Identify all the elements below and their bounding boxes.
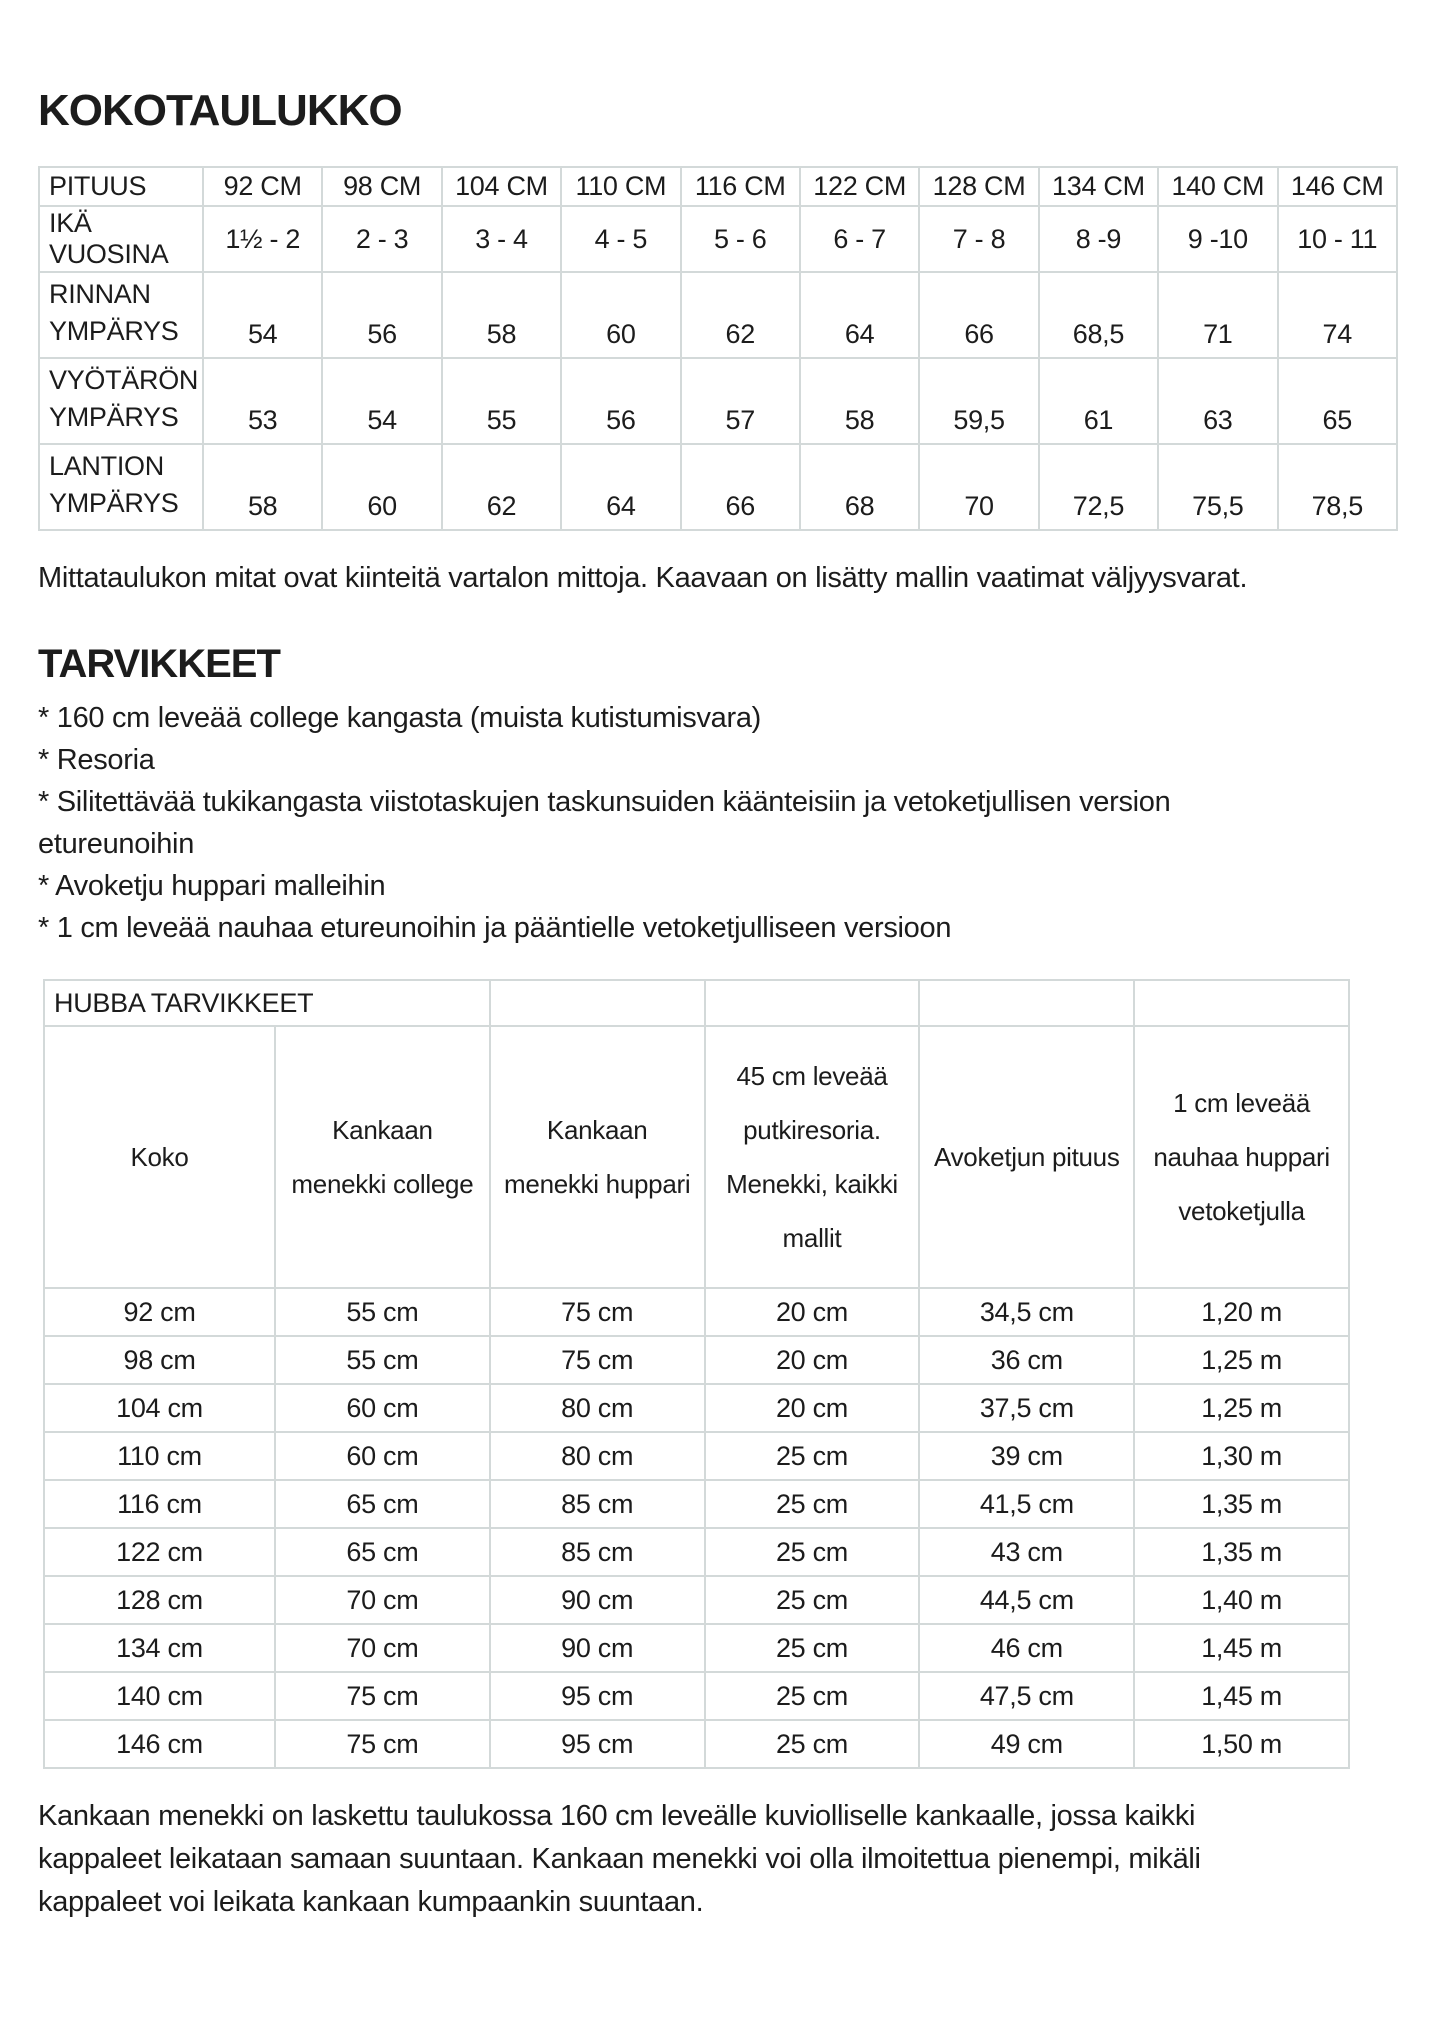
supplies-value-cell: 70 cm <box>275 1624 490 1672</box>
size-value-cell: 54 <box>203 272 322 358</box>
supplies-value-cell: 55 cm <box>275 1336 490 1384</box>
size-value-cell: 65 <box>1278 358 1397 444</box>
supplies-value-cell: 146 cm <box>44 1720 275 1768</box>
supplies-value-cell: 20 cm <box>705 1288 920 1336</box>
size-row-label-line: YMPÄRYS <box>49 316 179 346</box>
supplies-value-cell: 110 cm <box>44 1432 275 1480</box>
size-row-label-line: RINNAN <box>49 279 151 309</box>
supplies-value-cell: 1,20 m <box>1134 1288 1349 1336</box>
supplies-value-cell: 70 cm <box>275 1576 490 1624</box>
size-value-cell: 116 CM <box>681 167 800 206</box>
size-value-cell: 98 CM <box>322 167 441 206</box>
supplies-value-cell: 25 cm <box>705 1624 920 1672</box>
supplies-value-cell: 80 cm <box>490 1432 705 1480</box>
size-value-cell: 74 <box>1278 272 1397 358</box>
size-row-label <box>39 206 203 272</box>
supplies-value-cell: 25 cm <box>705 1480 920 1528</box>
supplies-table-title-cell: HUBBA TARVIKKEET <box>44 980 490 1026</box>
size-row-label-line: YMPÄRYS <box>49 488 179 518</box>
supplies-value-cell: 1,25 m <box>1134 1384 1349 1432</box>
size-value-cell: 63 <box>1158 358 1277 444</box>
size-value-cell: 1½ - 2 <box>203 206 322 272</box>
supplies-list-item: * 1 cm leveää nauhaa etureunoihin ja pääntielle vetoketjulliseen versioon <box>38 912 952 944</box>
supplies-value-cell: 1,35 m <box>1134 1528 1349 1576</box>
size-table-row <box>39 358 1397 444</box>
supplies-value-cell: 25 cm <box>705 1528 920 1576</box>
supplies-table-empty-cell <box>490 980 705 1026</box>
size-value-cell: 71 <box>1158 272 1277 358</box>
size-value-cell: 128 CM <box>919 167 1038 206</box>
supplies-value-cell: 80 cm <box>490 1384 705 1432</box>
size-value-cell: 78,5 <box>1278 444 1397 530</box>
supplies-value-cell: 122 cm <box>44 1528 275 1576</box>
supplies-value-cell: 39 cm <box>919 1432 1134 1480</box>
size-value-cell: 64 <box>800 272 919 358</box>
supplies-list-item: * 160 cm leveää college kangasta (muista kutistumisvara) <box>38 702 762 734</box>
size-value-cell: 146 CM <box>1278 167 1397 206</box>
size-value-cell: 66 <box>681 444 800 530</box>
supplies-table-row <box>44 1384 1349 1432</box>
supplies-value-cell: 25 cm <box>705 1432 920 1480</box>
size-value-cell: 3 - 4 <box>442 206 561 272</box>
supplies-value-cell: 128 cm <box>44 1576 275 1624</box>
supplies-value-cell: 95 cm <box>490 1672 705 1720</box>
size-value-cell: 68 <box>800 444 919 530</box>
size-value-cell: 122 CM <box>800 167 919 206</box>
supplies-value-cell: 44,5 cm <box>919 1576 1134 1624</box>
size-value-cell: 4 - 5 <box>561 206 680 272</box>
size-value-cell: 64 <box>561 444 680 530</box>
supplies-value-cell: 1,50 m <box>1134 1720 1349 1768</box>
size-value-cell: 9 -10 <box>1158 206 1277 272</box>
supplies-value-cell: 34,5 cm <box>919 1288 1134 1336</box>
size-table-title: KOKOTAULUKKO <box>38 86 402 135</box>
size-value-cell: 59,5 <box>919 358 1038 444</box>
supplies-value-cell: 75 cm <box>490 1336 705 1384</box>
supplies-table-title-row <box>44 980 1349 1026</box>
supplies-value-cell: 60 cm <box>275 1384 490 1432</box>
size-table <box>38 166 1398 531</box>
supplies-value-cell: 1,30 m <box>1134 1432 1349 1480</box>
size-value-cell: 8 -9 <box>1039 206 1158 272</box>
size-table-body <box>39 167 1397 530</box>
supplies-list <box>38 697 1328 949</box>
size-value-cell: 56 <box>322 272 441 358</box>
size-value-cell: 110 CM <box>561 167 680 206</box>
supplies-value-cell: 85 cm <box>490 1528 705 1576</box>
supplies-value-cell: 90 cm <box>490 1624 705 1672</box>
supplies-value-cell: 55 cm <box>275 1288 490 1336</box>
supplies-table-row <box>44 1576 1349 1624</box>
size-value-cell: 56 <box>561 358 680 444</box>
supplies-table-row <box>44 1288 1349 1336</box>
supplies-table <box>43 979 1350 1769</box>
size-value-cell: 134 CM <box>1039 167 1158 206</box>
size-row-label-line: PITUUS <box>49 171 147 201</box>
size-value-cell: 66 <box>919 272 1038 358</box>
size-value-cell: 58 <box>442 272 561 358</box>
size-row-label <box>39 358 203 444</box>
supplies-table-row <box>44 1528 1349 1576</box>
size-value-cell: 92 CM <box>203 167 322 206</box>
supplies-value-cell: 49 cm <box>919 1720 1134 1768</box>
supplies-value-cell: 90 cm <box>490 1576 705 1624</box>
supplies-header-cell: Kankaan menekki huppari <box>490 1026 705 1288</box>
size-value-cell: 7 - 8 <box>919 206 1038 272</box>
supplies-list-item: * Silitettävää tukikangasta viistotaskujen taskunsuiden käänteisiin ja vetoketjullisen version etureunoihin <box>38 786 1171 860</box>
size-table-row <box>39 444 1397 530</box>
supplies-value-cell: 41,5 cm <box>919 1480 1134 1528</box>
supplies-value-cell: 98 cm <box>44 1336 275 1384</box>
size-value-cell: 104 CM <box>442 167 561 206</box>
supplies-value-cell: 60 cm <box>275 1432 490 1480</box>
supplies-table-row <box>44 1480 1349 1528</box>
supplies-table-row <box>44 1672 1349 1720</box>
supplies-value-cell: 46 cm <box>919 1624 1134 1672</box>
supplies-value-cell: 25 cm <box>705 1576 920 1624</box>
supplies-value-cell: 37,5 cm <box>919 1384 1134 1432</box>
size-value-cell: 140 CM <box>1158 167 1277 206</box>
size-value-cell: 61 <box>1039 358 1158 444</box>
supplies-value-cell: 1,40 m <box>1134 1576 1349 1624</box>
supplies-value-cell: 20 cm <box>705 1336 920 1384</box>
size-value-cell: 58 <box>800 358 919 444</box>
size-value-cell: 60 <box>322 444 441 530</box>
supplies-table-empty-cell <box>1134 980 1349 1026</box>
size-value-cell: 72,5 <box>1039 444 1158 530</box>
supplies-value-cell: 92 cm <box>44 1288 275 1336</box>
supplies-value-cell: 25 cm <box>705 1672 920 1720</box>
supplies-list-item: * Resoria <box>38 744 155 776</box>
supplies-table-row <box>44 1624 1349 1672</box>
supplies-table-row <box>44 1432 1349 1480</box>
size-row-label-line: YMPÄRYS <box>49 402 179 432</box>
supplies-header-cell: Kankaan menekki college <box>275 1026 490 1288</box>
supplies-table-empty-cell <box>705 980 920 1026</box>
supplies-value-cell: 75 cm <box>275 1672 490 1720</box>
size-table-note: Mittataulukon mitat ovat kiinteitä vartalon mittoja. Kaavaan on lisätty mallin vaatimat väljyysvarat. <box>38 562 1248 594</box>
supplies-value-cell: 1,45 m <box>1134 1672 1349 1720</box>
supplies-table-empty-cell <box>919 980 1134 1026</box>
supplies-value-cell: 134 cm <box>44 1624 275 1672</box>
size-table-row <box>39 167 1397 206</box>
supplies-value-cell: 43 cm <box>919 1528 1134 1576</box>
size-value-cell: 2 - 3 <box>322 206 441 272</box>
supplies-value-cell: 75 cm <box>275 1720 490 1768</box>
supplies-heading: TARVIKKEET <box>38 642 280 686</box>
supplies-header-cell: 1 cm leveää nauhaa huppari vetoketjulla <box>1134 1026 1349 1288</box>
supplies-header-cell: Avoketjun pituus <box>919 1026 1134 1288</box>
size-value-cell: 60 <box>561 272 680 358</box>
size-value-cell: 62 <box>681 272 800 358</box>
size-value-cell: 55 <box>442 358 561 444</box>
supplies-header-cell: 45 cm leveää putkiresoria. Menekki, kaikki mallit <box>705 1026 920 1288</box>
supplies-value-cell: 25 cm <box>705 1720 920 1768</box>
fabric-usage-note: Kankaan menekki on laskettu taulukossa 160 cm leveälle kuviolliselle kankaalle, jossa kaikki kappaleet leikataan samaan suuntaan. Kankaan menekki voi olla ilmoitettua pienempi, mikäli kappaleet voi leikata kankaan kumpaankin suuntaan. <box>38 1800 1201 1918</box>
size-row-label <box>39 272 203 358</box>
supplies-value-cell: 116 cm <box>44 1480 275 1528</box>
size-row-label-line: VYÖTÄRÖN <box>49 365 199 395</box>
size-value-cell: 6 - 7 <box>800 206 919 272</box>
size-value-cell: 53 <box>203 358 322 444</box>
supplies-value-cell: 47,5 cm <box>919 1672 1134 1720</box>
size-row-label <box>39 444 203 530</box>
supplies-value-cell: 75 cm <box>490 1288 705 1336</box>
supplies-value-cell: 20 cm <box>705 1384 920 1432</box>
size-value-cell: 75,5 <box>1158 444 1277 530</box>
supplies-value-cell: 85 cm <box>490 1480 705 1528</box>
supplies-value-cell: 65 cm <box>275 1528 490 1576</box>
size-value-cell: 58 <box>203 444 322 530</box>
size-value-cell: 62 <box>442 444 561 530</box>
supplies-header-cell: Koko <box>44 1026 275 1288</box>
size-value-cell: 70 <box>919 444 1038 530</box>
supplies-table-header-row <box>44 1026 1349 1288</box>
supplies-value-cell: 95 cm <box>490 1720 705 1768</box>
size-value-cell: 68,5 <box>1039 272 1158 358</box>
supplies-value-cell: 140 cm <box>44 1672 275 1720</box>
supplies-table-row <box>44 1720 1349 1768</box>
supplies-list-item: * Avoketju huppari malleihin <box>38 870 386 902</box>
size-row-label-line: IKÄ VUOSINA <box>49 208 169 269</box>
supplies-value-cell: 1,25 m <box>1134 1336 1349 1384</box>
supplies-value-cell: 65 cm <box>275 1480 490 1528</box>
supplies-table-row <box>44 1336 1349 1384</box>
size-table-row <box>39 272 1397 358</box>
size-value-cell: 10 - 11 <box>1278 206 1397 272</box>
supplies-table-body <box>44 980 1349 1768</box>
size-value-cell: 54 <box>322 358 441 444</box>
size-row-label-line: LANTION <box>49 451 164 481</box>
supplies-value-cell: 36 cm <box>919 1336 1134 1384</box>
supplies-value-cell: 1,35 m <box>1134 1480 1349 1528</box>
size-value-cell: 5 - 6 <box>681 206 800 272</box>
size-value-cell: 57 <box>681 358 800 444</box>
size-table-row <box>39 206 1397 272</box>
size-row-label <box>39 167 203 206</box>
supplies-value-cell: 104 cm <box>44 1384 275 1432</box>
supplies-value-cell: 1,45 m <box>1134 1624 1349 1672</box>
